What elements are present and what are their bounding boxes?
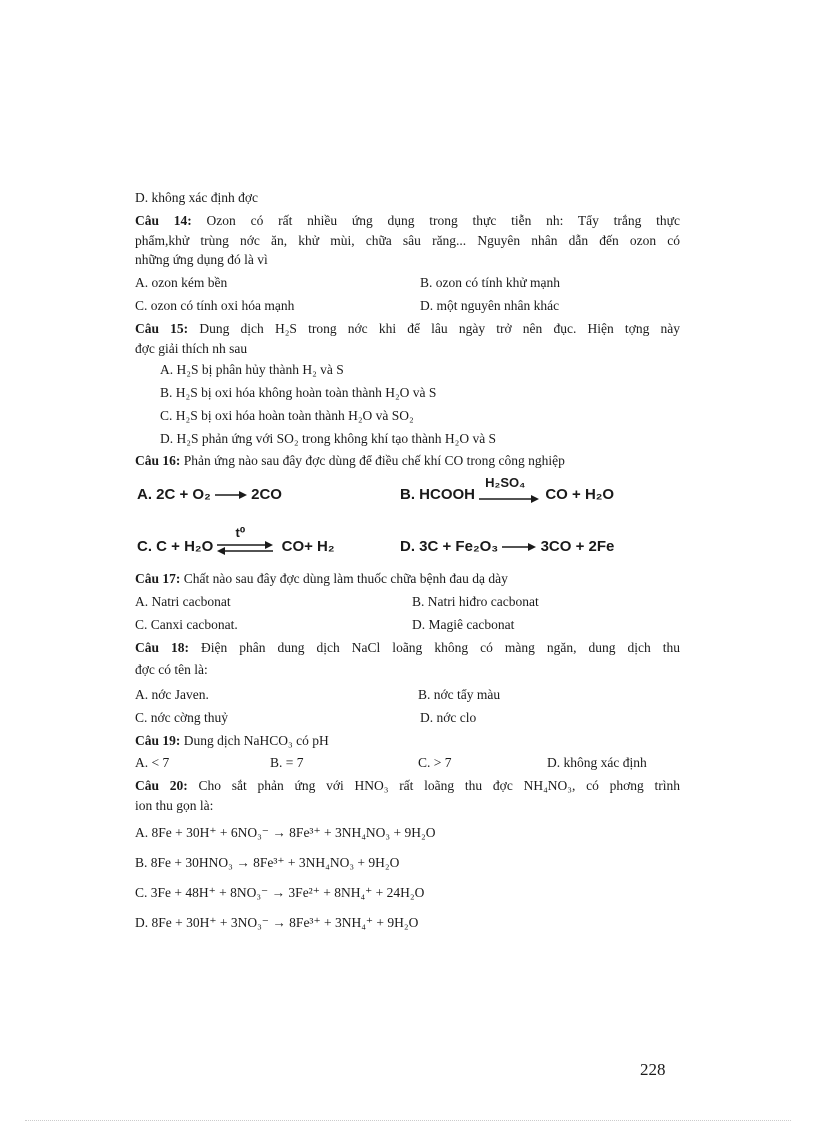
q16-option-c xyxy=(137,525,335,556)
q19-option-d: D. không xác định xyxy=(547,755,647,770)
q19-option-c: C. > 7 xyxy=(418,755,452,770)
q18-text-1: Điện phân dung dịch NaCl loãng không có màng ngăn, dung dịch thu xyxy=(189,640,680,655)
q14-text-line-1 xyxy=(135,213,680,229)
q16-text-line xyxy=(135,453,680,469)
q15-text-line-2: đợc giải thích nh sau xyxy=(135,341,248,356)
q20-label: Câu 20: xyxy=(135,778,188,793)
q17-option-a: A. Natri cacbonat xyxy=(135,594,231,609)
q20-text-line-1 xyxy=(135,778,680,794)
q20-option-a: A. 8Fe + 30H⁺ + 6NO₃⁻ → 8Fe³⁺ + 3NH₄NO₃ + 9H₂O xyxy=(135,825,436,840)
q14-option-b: B. ozon có tính khử mạnh xyxy=(420,275,561,290)
q19-text-line xyxy=(135,733,680,749)
q16-b-reactants: B. HCOOH xyxy=(400,486,475,503)
q13-option-d: D. không xác định đợc xyxy=(135,190,258,205)
q16-c-arrow-group xyxy=(217,525,277,556)
q20-text-1: Cho sắt phản ứng với HNO₃ rất loãng thu đợc NH₄NO₃, có phơng trình xyxy=(187,778,680,793)
q16-c-products: CO+ H₂ xyxy=(281,538,335,555)
q19-label: Câu 19: xyxy=(135,733,181,748)
reaction-arrow-icon xyxy=(479,494,539,504)
q14-text-line-2: phẩm,khử trùng nớc ăn, khử mùi, chữa sâu răng... Nguyên nhân dẫn đến ozon có xyxy=(135,233,680,248)
q18-label: Câu 18: xyxy=(135,640,190,655)
q18-option-a: A. nớc Javen. xyxy=(135,687,209,702)
page-bottom-divider xyxy=(25,1120,791,1121)
q18-option-b: B. nớc tẩy màu xyxy=(418,687,501,702)
q20-option-c: C. 3Fe + 48H⁺ + 8NO₃⁻ → 3Fe²⁺ + 8NH₄⁺ + 24H₂O xyxy=(135,885,425,900)
q15-text-line-1 xyxy=(135,321,680,337)
q14-text-1: Ozon có rất nhiều ứng dụng trong thực tiễn nh: Tẩy trắng thực xyxy=(191,213,680,228)
q14-text-line-3: những ứng dụng đó là vì xyxy=(135,252,268,267)
q16-c-reactants: C. C + H₂O xyxy=(137,538,214,555)
q14-option-c: C. ozon có tính oxi hóa mạnh xyxy=(135,298,295,313)
q20-option-d: D. 8Fe + 30H⁺ + 3NO₃⁻ → 8Fe³⁺ + 3NH₄⁺ + 9H₂O xyxy=(135,915,419,930)
q16-c-condition: t⁰ xyxy=(235,525,246,541)
q20-text-line-2: ion thu gọn là: xyxy=(135,798,214,813)
q17-option-c: C. Canxi cacbonat. xyxy=(135,617,238,632)
q16-a-reactants: A. 2C + O₂ xyxy=(137,486,211,503)
q18-text-line-2: đợc có tên là: xyxy=(135,662,208,677)
q18-text-line-1 xyxy=(135,640,680,656)
q15-option-d: D. H₂S phản ứng với SO₂ trong không khí tạo thành H₂O và S xyxy=(160,431,497,446)
q16-option-d xyxy=(400,538,614,556)
q17-option-d: D. Magiê cacbonat xyxy=(412,617,515,632)
q16-b-condition: H₂SO₄ xyxy=(485,475,526,491)
reaction-arrow-icon xyxy=(502,542,536,552)
q17-option-b: B. Natri hiđro cacbonat xyxy=(412,594,539,609)
q15-option-b: B. H₂S bị oxi hóa không hoàn toàn thành H₂O và S xyxy=(160,385,437,400)
q16-a-products: 2CO xyxy=(251,486,282,503)
q16-text: Phản ứng nào sau đây đợc dùng để điều chế khí CO trong công nghiệp xyxy=(180,453,565,468)
q14-option-a: A. ozon kém bền xyxy=(135,275,228,290)
q15-option-c: C. H₂S bị oxi hóa hoàn toàn thành H₂O và SO₂ xyxy=(160,408,414,423)
q19-option-a: A. < 7 xyxy=(135,755,170,770)
page-number: 228 xyxy=(640,1060,666,1079)
q17-text-line xyxy=(135,571,680,587)
q17-text: Chất nào sau đây đợc dùng làm thuốc chữa bệnh đau dạ dày xyxy=(180,571,508,586)
reaction-arrow-icon xyxy=(215,490,247,500)
q15-label: Câu 15: xyxy=(135,321,189,336)
q16-option-a xyxy=(137,486,282,504)
q14-option-d: D. một nguyên nhân khác xyxy=(420,298,560,313)
q16-b-arrow-group xyxy=(479,475,541,504)
q14-label: Câu 14: xyxy=(135,213,192,228)
q15-option-a: A. H₂S bị phân hủy thành H₂ và S xyxy=(160,362,344,377)
q16-d-reactants: D. 3C + Fe₂O₃ xyxy=(400,538,499,555)
q16-b-products: CO + H₂O xyxy=(545,486,615,503)
q18-option-d: D. nớc clo xyxy=(420,710,477,725)
q19-option-b: B. = 7 xyxy=(270,755,304,770)
q18-option-c: C. nớc cờng thuỷ xyxy=(135,710,229,725)
q16-option-b xyxy=(400,475,615,504)
q20-option-b: B. 8Fe + 30HNO₃ → 8Fe³⁺ + 3NH₄NO₃ + 9H₂O xyxy=(135,855,400,870)
equilibrium-arrow-icon xyxy=(217,541,273,555)
q19-text: Dung dịch NaHCO₃ có pH xyxy=(180,733,329,748)
q16-label: Câu 16: xyxy=(135,453,181,468)
q17-label: Câu 17: xyxy=(135,571,181,586)
q16-d-products: 3CO + 2Fe xyxy=(540,538,615,555)
q15-text-1: Dung dịch H₂S trong nớc khi để lâu ngày trở nên đục. Hiện tợng này xyxy=(188,321,680,336)
